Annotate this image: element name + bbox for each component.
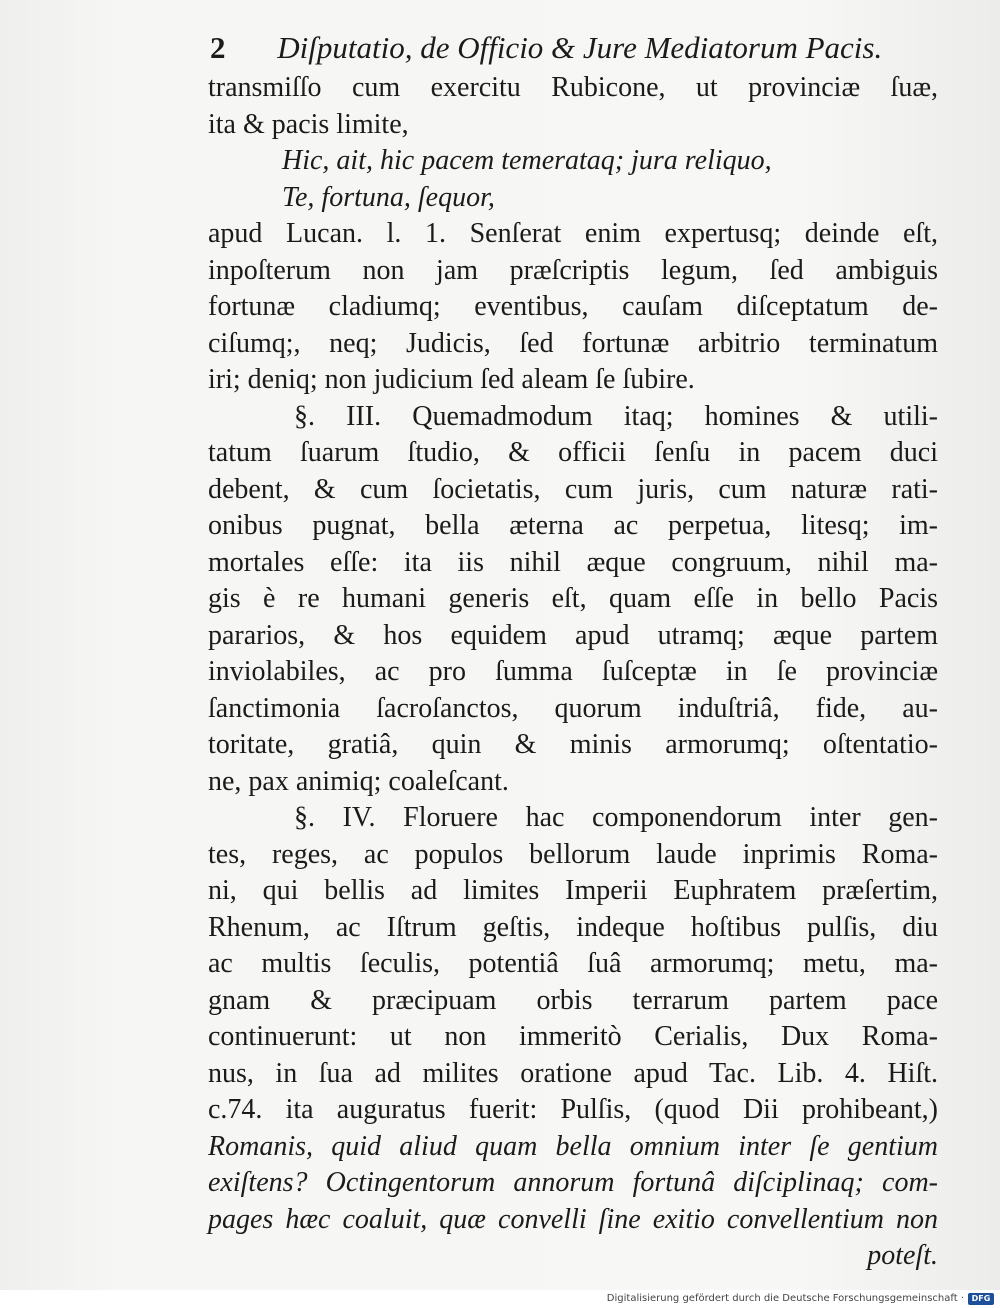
text-line: debent, & cum ſocietatis, cum juris, cum naturæ rati- [208,473,938,505]
text-line: transmiſſo cum exercitu Rubicone, ut provinciæ ſuæ, [208,72,938,103]
dfg-logo: DFG [968,1293,994,1305]
text-line: tatum ſuarum ſtudio, & officii ſenſu in pacem duci [208,437,938,468]
text-line: pages hæc coaluit, quæ convelli ſine exitio convellentium non [208,1203,938,1235]
running-title: Diſputatio, de Officio & Jure Mediatorum Pacis. [277,30,883,65]
text-line: ciſumq;, neq; Judicis, ſed fortunæ arbitrio terminatum [208,327,938,359]
funding-caption: Digitalisierung gefördert durch die Deutsche Forschungsgemeinschaft · [606,1293,964,1304]
text-line: inviolabiles, ac pro ſumma ſuſceptæ in ſe provinciæ [208,656,938,687]
page-number: 2 [210,30,226,65]
text-line: Rhenum, ac Iſtrum geſtis, indeque hoſtibus pulſis, diu [208,911,938,943]
text-line: c.74. ita auguratus fuerit: Pulſis, (quod Dii prohibeant,) [208,1094,938,1125]
text-line: poteſt. [867,1240,938,1271]
text-line: Romanis, quid aliud quam bella omnium inter ſe gentium [208,1130,938,1162]
text-line: inpoſterum non jam præſcriptis legum, ſed ambiguis [208,254,938,286]
text-line: ſanctimonia ſacroſanctos, quorum induſtriâ, fide, au- [208,692,938,724]
digitization-footer [0,1290,1000,1308]
text-line: pararios, & hos equidem apud utramq; æque partem [208,619,938,651]
text-line: §. III. Quemadmodum itaq; homines & utili- [294,400,938,432]
text-line: ac multis ſeculis, potentiâ ſuâ armorumq; metu, ma- [208,948,938,979]
text-line: mortales eſſe: ita iis nihil æque congruum, nihil ma- [208,546,938,578]
text-line: gis è re humani generis eſt, quam eſſe in bello Pacis [208,583,938,614]
text-line: continuerunt: ut non immeritò Cerialis, Dux Roma- [208,1021,938,1052]
text-line: toritate, gratiâ, quin & minis armorumq; oſtentatio- [208,729,938,760]
text-line: Hic, ait, hic pacem temerataq; jura reliquo, [282,145,772,176]
text-line: §. IV. Floruere hac componendorum inter gen- [294,802,938,833]
text-line: ni, qui bellis ad limites Imperii Euphratem præſertim, [208,875,938,906]
text-line: ita & pacis limite, [208,108,409,140]
text-line: Te, fortuna, ſequor, [282,181,495,213]
text-line: onibus pugnat, bella æterna ac perpetua, litesq; im- [208,510,938,541]
text-line: tes, reges, ac populos bellorum laude inprimis Roma- [208,838,938,870]
text-line: nus, in ſua ad milites oratione apud Tac. Lib. 4. Hiſt. [208,1057,938,1089]
body-text [208,70,938,1275]
text-line: exiſtens? Octingentorum annorum fortunâ diſciplinaq; com- [208,1167,938,1198]
text-line: apud Lucan. l. 1. Senſerat enim expertusq; deinde eſt, [208,218,938,249]
text-line: fortunæ cladiumq; eventibus, cauſam diſceptatum de- [208,291,938,322]
text-line: gnam & præcipuam orbis terrarum partem pace [208,984,938,1016]
text-line: iri; deniq; non judicium ſed aleam ſe ſubire. [208,364,695,395]
text-line: ne, pax animiq; coaleſcant. [208,765,509,797]
